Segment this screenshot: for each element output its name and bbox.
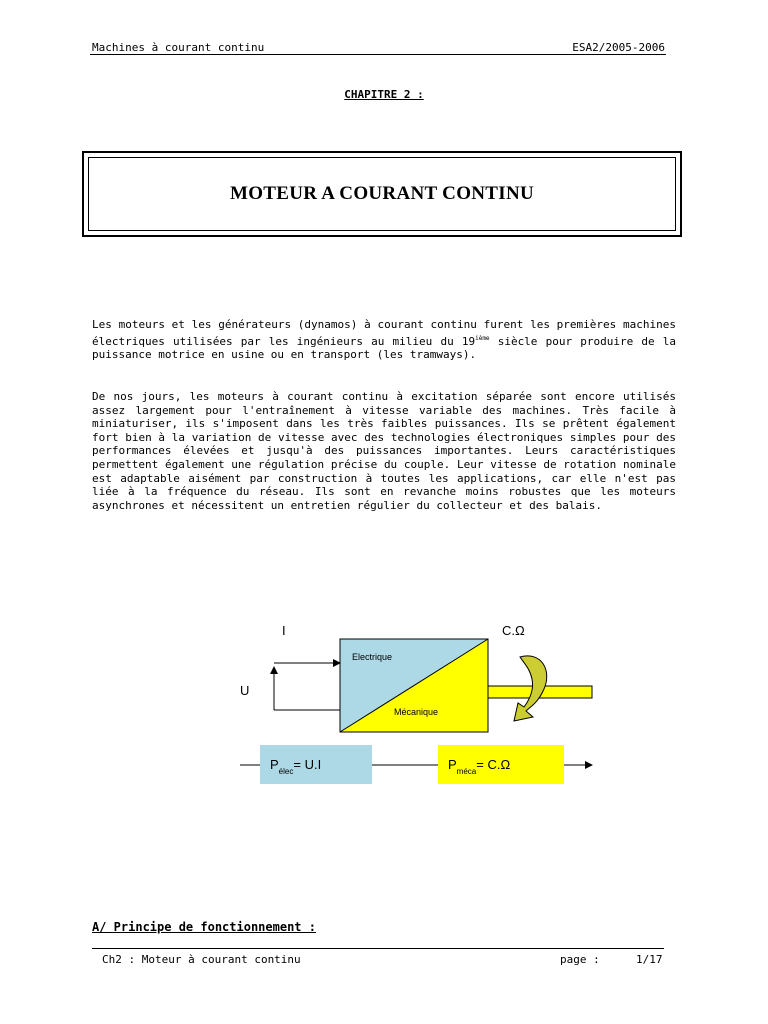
chapter-heading: CHAPITRE 2 : (344, 88, 424, 101)
title-inner-frame (88, 157, 676, 231)
electrique-label: Electrique (352, 652, 393, 662)
title-box (82, 151, 682, 237)
section-heading-a: A/ Principe de fonctionnement : (92, 920, 316, 934)
pmeca-subscript: méca (456, 767, 477, 776)
p1-text-b: siècle pour produire de la puissance motrice en usine ou en transport (les tramways). (92, 334, 676, 362)
page-title: MOTEUR A COURANT CONTINU (229, 183, 535, 204)
intro-paragraph-2: De nos jours, les moteurs à courant continu à excitation séparée sont encore utilisés assez largement pour l'entraînement à vitesse variable des machines. Très facile à miniaturiser, ils s'imposent dans les très faibles puissances. Ils se prêtent également fort bien à la variation de vitesse avec des technologies électroniques simples pour des performances élevées et jusqu'à des puissances importantes. Leurs caractéristiques permettent également une régulation précise du couple. Leur vitesse de rotation nominale est adaptable aisément par construction à toutes les applications, car elle n'est pas liée à la fréquence du réseau. Ils sont en revanche moins robustes que les moteurs asynchrones et nécessitent un entretien régulier du collecteur et des balais. (92, 390, 676, 512)
footer-page-label: page : (560, 953, 600, 966)
torque-speed-label: C.Ω (502, 623, 525, 638)
voltage-label: U (240, 683, 250, 698)
footer-rule (92, 948, 664, 949)
p1-text-a: Les moteurs et les générateurs (dynamos) à courant continu furent les premières machines électriques utilisées par les ingénieurs au milieu du 19 (92, 318, 676, 348)
header-right: ESA2/2005-2006 (572, 41, 665, 54)
current-label: I (282, 623, 286, 638)
electrical-power-box (260, 745, 372, 784)
header-rule (90, 54, 666, 55)
mechanical-power-box (438, 745, 564, 784)
footer-page-number: 1/17 (636, 953, 663, 966)
footer-left: Ch2 : Moteur à courant continu (102, 953, 301, 966)
mecanique-label: Mécanique (394, 707, 439, 717)
pelec-equation: = U.I (293, 757, 322, 772)
header-left: Machines à courant continu (92, 41, 265, 54)
intro-paragraph-1 (92, 318, 676, 362)
pelec-symbol: P (270, 757, 279, 772)
pelec-subscript: élec (278, 767, 294, 776)
motor-energy-diagram (230, 615, 610, 795)
pmeca-equation: = C.Ω (476, 757, 511, 772)
pmeca-symbol: P (448, 757, 457, 772)
p1-superscript: ième (475, 334, 490, 342)
input-wires (274, 663, 340, 710)
